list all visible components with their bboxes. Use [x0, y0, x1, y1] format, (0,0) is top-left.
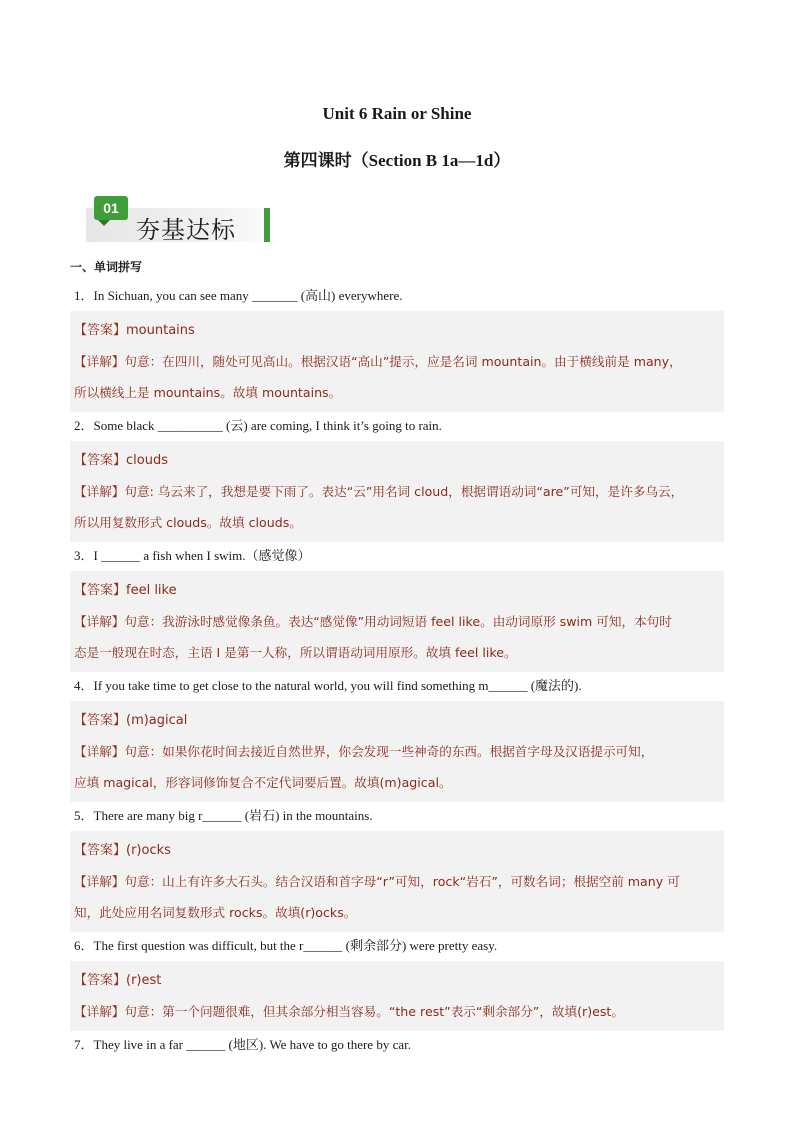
- explanation-line: 所以横线上是 mountains。故填 mountains。: [74, 385, 342, 400]
- badge-label: 夯基达标: [136, 216, 236, 244]
- answer-text: 【答案】(r)est: [74, 973, 162, 988]
- exercise-content: [70, 258, 724, 1060]
- answer-block: [70, 961, 724, 1031]
- answer-block: [70, 441, 724, 542]
- answer-text: 【答案】(r)ocks: [74, 843, 171, 858]
- exercise-list: [70, 284, 724, 1060]
- answer-block: [70, 701, 724, 802]
- explanation-line: 【详解】句意：我游泳时感觉像条鱼。表达“感觉像”用动词短语 feel like。由动词原形 swim 可知，本句时: [74, 614, 672, 629]
- explanation-line: 所以用复数形式 clouds。故填 clouds。: [74, 515, 302, 530]
- answer-block: [70, 571, 724, 672]
- explanation-line: 【详解】句意: 乌云来了，我想是要下雨了。表达“云”用名词 cloud，根据谓语动词“are”可知，是许多乌云，: [74, 484, 684, 499]
- section-badge: [84, 190, 274, 246]
- answer-block: [70, 311, 724, 412]
- question-5: 5．There are many big r______ (岩石) in the mountains.: [74, 808, 373, 823]
- question-2: 2．Some black __________ (云) are coming, I think it’s going to rain.: [74, 418, 442, 433]
- answer-text: 【答案】clouds: [74, 453, 168, 468]
- question-6: 6．The first question was difficult, but the r______ (剩余部分) were pretty easy.: [74, 938, 498, 953]
- answer-text: 【答案】(m)agical: [74, 713, 188, 728]
- question-3: 3．I ______ a fish when I swim.（感觉像）: [74, 548, 311, 563]
- answer-block: [70, 831, 724, 932]
- explanation-line: 【详解】句意：山上有许多大石头。结合汉语和首字母“r”可知，rock“岩石”，可数名词；根据空前 many 可: [74, 874, 680, 889]
- section-title: 一、单词拼写: [70, 260, 143, 274]
- explanation-line: 应填 magical，形容词修饰复合不定代词要后置。故填(m)agical。: [74, 775, 452, 790]
- explanation-line: 态是一般现在时态，主语 I 是第一人称，所以谓语动词用原形。故填 feel like。: [74, 645, 517, 660]
- answer-text: 【答案】mountains: [74, 323, 195, 338]
- explanation-line: 知，此处应用名词复数形式 rocks。故填(r)ocks。: [74, 905, 357, 920]
- page-title: Unit 6 Rain or Shine: [322, 104, 472, 123]
- page-subtitle: 第四课时（Section B 1a—1d）: [283, 151, 511, 170]
- badge-number: 01: [94, 196, 128, 220]
- explanation-line: 【详解】句意：第一个问题很难，但其余部分相当容易。“the rest”表示“剩余部分”，故填(r)est。: [74, 1004, 624, 1019]
- badge-accent-bar: [264, 208, 270, 242]
- question-1: 1．In Sichuan, you can see many _______ (高山) everywhere.: [74, 288, 403, 303]
- explanation-line: 【详解】句意：如果你花时间去接近自然世界，你会发现一些神奇的东西。根据首字母及汉语提示可知，: [74, 744, 654, 759]
- question-4: 4．If you take time to get close to the natural world, you will find something m______ (魔法的).: [74, 678, 582, 693]
- answer-text: 【答案】feel like: [74, 583, 177, 598]
- explanation-line: 【详解】句意：在四川，随处可见高山。根据汉语“高山”提示，应是名词 mountain。由于横线前是 many，: [74, 354, 682, 369]
- question-7: 7．They live in a far ______ (地区). We have to go there by car.: [74, 1037, 411, 1052]
